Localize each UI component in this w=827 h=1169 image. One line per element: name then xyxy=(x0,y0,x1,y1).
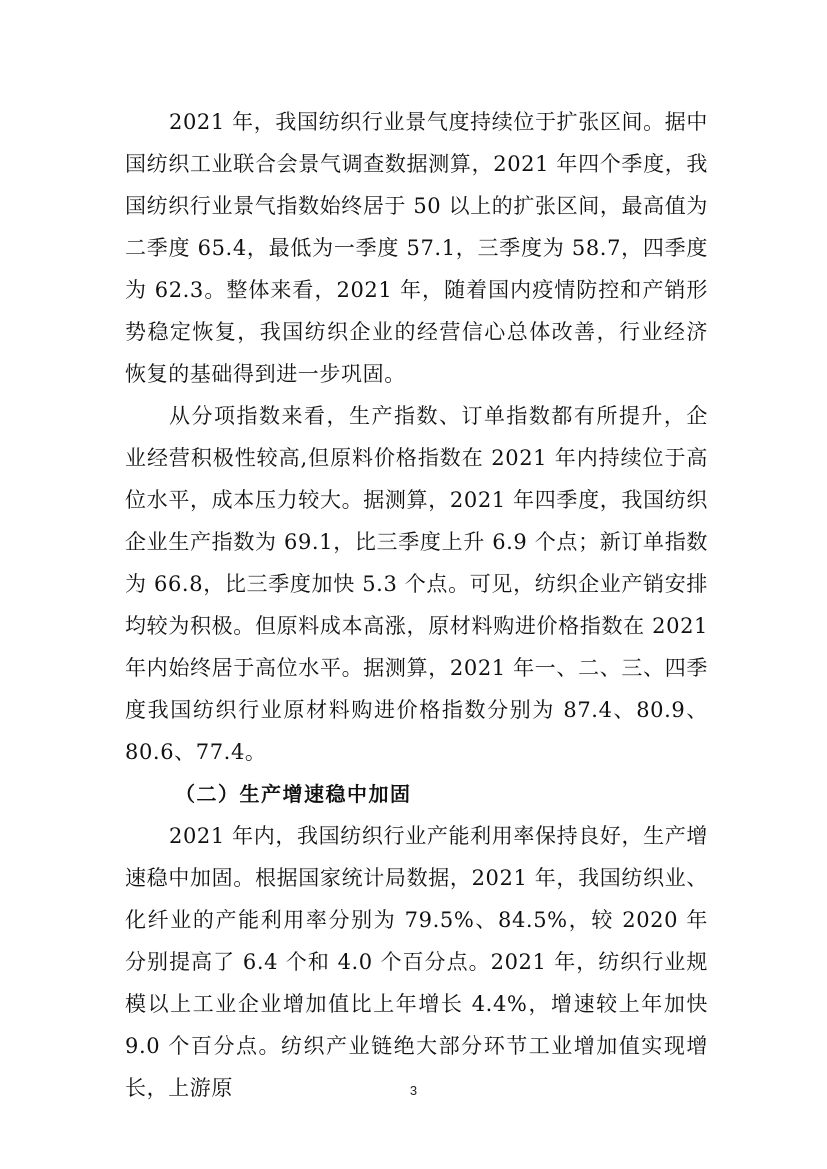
section-heading: （二）生产增速稳中加固 xyxy=(175,782,412,806)
document-body xyxy=(125,101,708,1109)
page-number: 3 xyxy=(409,1083,418,1098)
paragraph-景气度: 2021 年，我国纺织行业景气度持续位于扩张区间。据中国纺织工业联合会景气调查数据测算，2021 年四个季度，我国纺织行业景气指数始终居于 50 以上的扩张区间，最高值为二季度 65.4，最低为一季度 57.1，三季度为 58.7，四季度为 62.3。整体来看，2021 年，随着国内疫情防控和产销形势稳定恢复，我国纺织企业的经营信心总体改善，行业经济恢复的基础得到进一步巩固。 xyxy=(125,110,708,386)
paragraph-分项指数: 从分项指数来看，生产指数、订单指数都有所提升，企业经营积极性较高,但原料价格指数在 2021 年内持续位于高位水平，成本压力较大。据测算，2021 年四季度，我国纺织企业生产指数为 69.1，比三季度上升 6.9 个点；新订单指数为 66.8，比三季度加快 5.3 个点。可见，纺织企业产销安排均较为积极。但原料成本高涨，原材料购进价格指数在 2021 年内始终居于高位水平。据测算，2021 年一、二、三、四季度我国纺织行业原材料购进价格指数分别为 87.4、80.9、80.6、77.4。 xyxy=(125,404,708,764)
paragraph-产能利用率: 2021 年内，我国纺织行业产能利用率保持良好，生产增速稳中加固。根据国家统计局数据，2021 年，我国纺织业、化纤业的产能利用率分别为 79.5%、84.5%，较 2020 年分别提高了 6.4 个和 4.0 个百分点。2021 年，纺织行业规模以上工业企业增加值比上年增长 4.4%，增速较上年加快 9.0 个百分点。纺织产业链绝大部分环节工业增加值实现增长，上游原 xyxy=(125,824,708,1100)
